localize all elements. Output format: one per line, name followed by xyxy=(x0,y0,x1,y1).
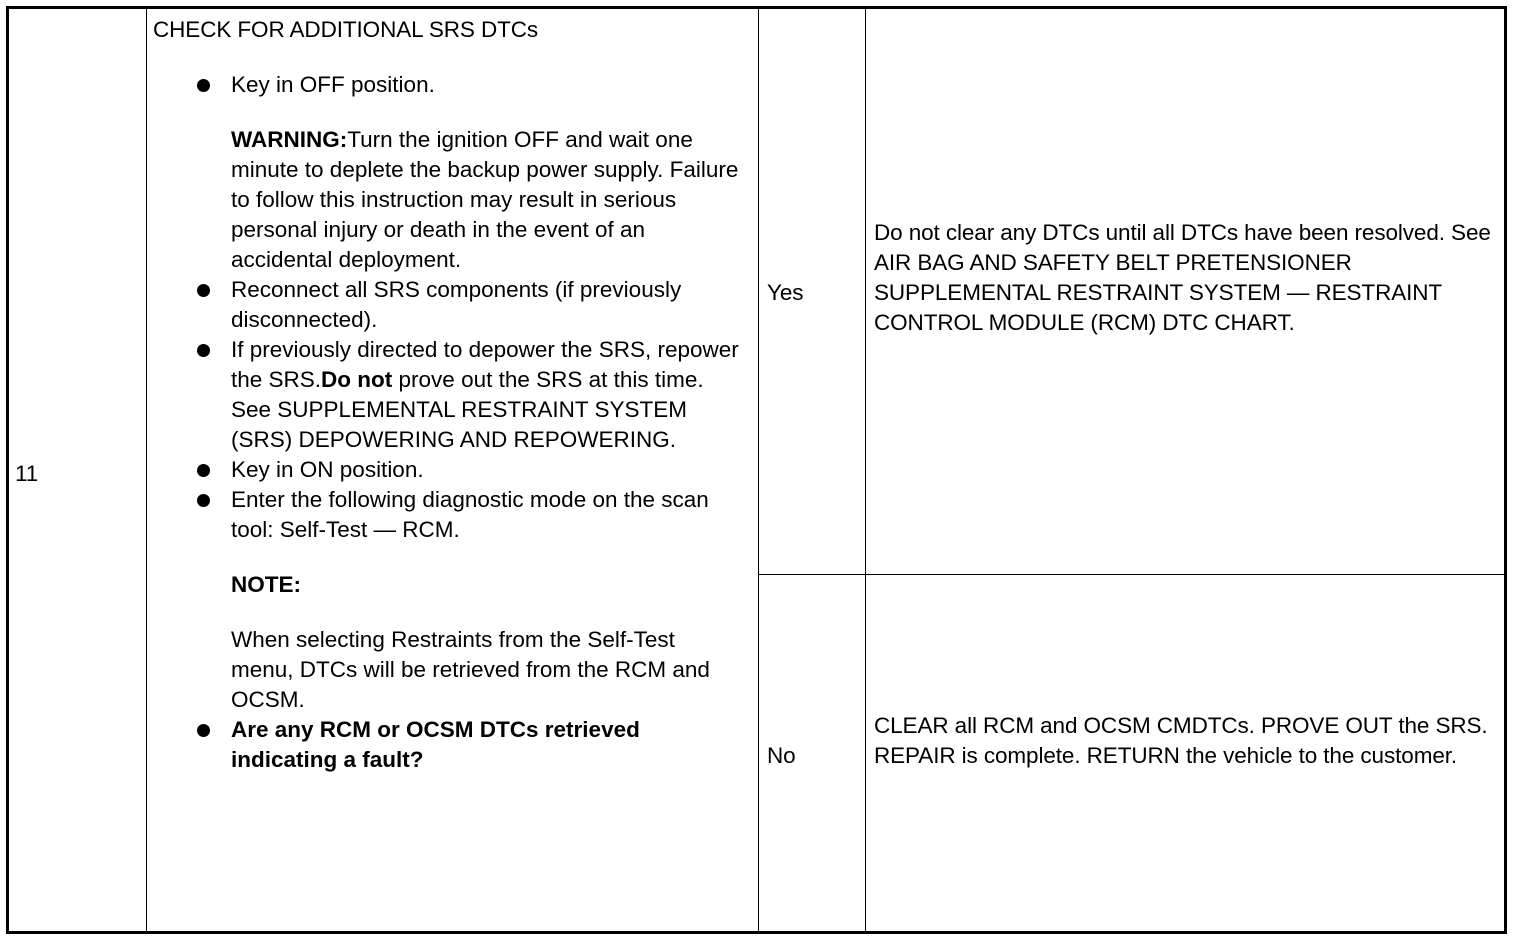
column-divider-result xyxy=(865,9,866,931)
list-item xyxy=(153,455,743,485)
procedure-title: CHECK FOR ADDITIONAL SRS DTCs xyxy=(153,17,539,42)
step-text-reconnect: Reconnect all SRS components (if previously disconnected). xyxy=(231,277,682,332)
bullet-icon xyxy=(197,344,210,357)
step-question: Are any RCM or OCSM DTCs retrieved indicating a fault? xyxy=(231,717,640,772)
repower-text-b: prove out the SRS at this time. See SUPPLEMENTAL RESTRAINT SYSTEM (SRS) DEPOWERING AND REPOWERING. xyxy=(231,367,704,452)
column-divider-test xyxy=(758,9,759,931)
step-number: 11 xyxy=(15,461,39,486)
result-yes-action: Do not clear any DTCs until all DTCs have been resolved. See AIR BAG AND SAFETY BELT PRETENSIONER SUPPLEMENTAL RESTRAINT SYSTEM — RESTRAINT CONTROL MODULE (RCM) DTC CHART. xyxy=(874,220,1491,335)
bullet-icon xyxy=(197,79,210,92)
result-no-action: CLEAR all RCM and OCSM CMDTCs. PROVE OUT the SRS. REPAIR is complete. RETURN the vehicle to the customer. xyxy=(874,713,1488,768)
note-text: When selecting Restraints from the Self-Test menu, DTCs will be retrieved from the RCM and OCSM. xyxy=(231,627,710,712)
list-item xyxy=(153,70,743,275)
result-yes-label: Yes xyxy=(767,280,804,305)
bullet-icon xyxy=(197,464,210,477)
note-label: NOTE: xyxy=(231,572,301,597)
bullet-icon xyxy=(197,284,210,297)
procedure-steps-list xyxy=(153,70,743,775)
bullet-icon xyxy=(197,724,210,737)
list-item xyxy=(153,715,743,775)
row-divider-yes-no xyxy=(758,574,1504,575)
warning-text: Turn the ignition OFF and wait one minute to deplete the backup power supply. Failure to follow this instruction may result in serious personal injury or death in the event of an accidental deployment. xyxy=(231,127,739,272)
diagnostic-step-table xyxy=(6,6,1507,934)
step-text-key-off: Key in OFF position. xyxy=(231,72,435,97)
list-item xyxy=(153,485,743,715)
result-no-label: No xyxy=(767,743,796,768)
step-text-repower xyxy=(231,335,743,455)
repower-text-bold: Do not xyxy=(321,367,393,392)
step-text-key-on: Key in ON position. xyxy=(231,457,424,482)
warning-block xyxy=(231,125,743,275)
step-text-diagnostic-mode: Enter the following diagnostic mode on the scan tool: Self-Test — RCM. xyxy=(231,487,709,542)
column-divider-step xyxy=(146,9,147,931)
bullet-icon xyxy=(197,494,210,507)
warning-label: WARNING: xyxy=(231,127,348,152)
repower-text-a: If previously directed to depower the SRS, repower the SRS. xyxy=(231,337,739,392)
list-item xyxy=(153,335,743,455)
list-item xyxy=(153,275,743,335)
